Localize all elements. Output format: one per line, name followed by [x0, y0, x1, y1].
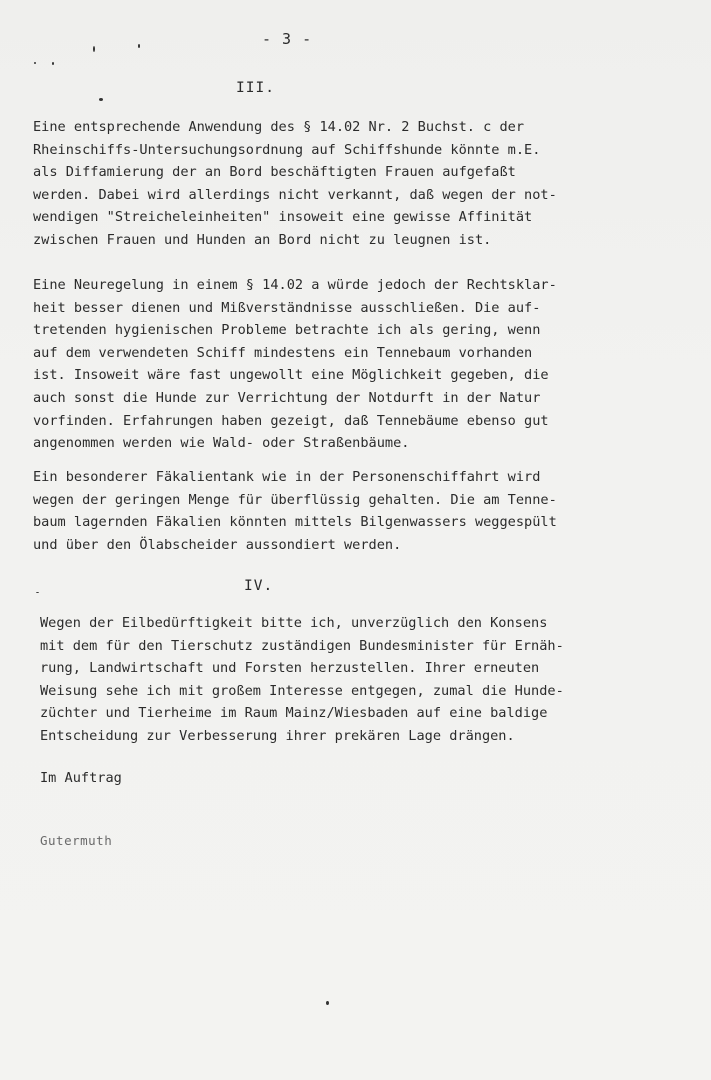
- paragraph-1-line: als Diffamierung der an Bord beschäftigten Frauen aufgefaßt: [33, 164, 516, 181]
- paragraph-4-line: rung, Landwirtschaft und Forsten herzustellen. Ihrer erneuten: [40, 660, 540, 677]
- scan-speck: [34, 62, 36, 64]
- scan-speck: [326, 1001, 329, 1005]
- paragraph-3-line: und über den Ölabscheider aussondiert werden.: [33, 536, 402, 553]
- scan-speck: [52, 62, 54, 65]
- section-three-heading: III.: [236, 80, 275, 96]
- paragraph-1-line: Eine entsprechende Anwendung des § 14.02 Nr. 2 Buchst. c der: [33, 119, 525, 135]
- paragraph-2-line: tretenden hygienischen Probleme betrachte ich als gering, wenn: [33, 322, 541, 339]
- scan-speck: [93, 46, 95, 52]
- paragraph-3-line: wegen der geringen Menge für überflüssig gehalten. Die am Tenne-: [33, 491, 557, 508]
- paragraph-4-line: züchter und Tierheime im Raum Mainz/Wiesbaden auf eine baldige: [40, 705, 548, 722]
- paragraph-2: [33, 274, 673, 455]
- paragraph-4: [40, 612, 680, 748]
- paragraph-2-line: auch sonst die Hunde zur Verrichtung der Notdurft in der Natur: [33, 389, 541, 406]
- page-number: - 3 -: [262, 30, 313, 48]
- paragraph-3-line: baum lagernden Fäkalien könnten mittels Bilgenwassers weggespült: [33, 514, 557, 531]
- paragraph-1-line: werden. Dabei wird allerdings nicht verkannt, daß wegen der not-: [33, 186, 557, 203]
- paragraph-1-line: zwischen Frauen und Hunden an Bord nicht zu leugnen ist.: [33, 231, 492, 248]
- paragraph-4-line: mit dem für den Tierschutz zuständigen Bundesminister für Ernäh-: [40, 637, 564, 654]
- paragraph-1: [33, 116, 673, 252]
- paragraph-4-line: Weisung sehe ich mit großem Interesse entgegen, zumal die Hunde-: [40, 682, 564, 699]
- scan-speck: [99, 98, 103, 101]
- paragraph-2-line: heit besser dienen und Mißverständnisse ausschließen. Die auf-: [33, 299, 541, 316]
- scan-speck: [138, 44, 140, 48]
- paragraph-4-line: Wegen der Eilbedürftigkeit bitte ich, unverzüglich den Konsens: [40, 615, 548, 631]
- paragraph-1-line: Rheinschiffs-Untersuchungsordnung auf Schiffshunde könnte m.E.: [33, 141, 541, 158]
- paragraph-3: [33, 466, 673, 556]
- signature-name: Gutermuth: [40, 833, 113, 848]
- paragraph-2-line: Eine Neuregelung in einem § 14.02 a würde jedoch der Rechtsklar-: [33, 277, 557, 293]
- paragraph-2-line: angenommen werden wie Wald- oder Straßenbäume.: [33, 435, 410, 452]
- closing-phrase: Im Auftrag: [40, 770, 122, 786]
- paragraph-2-line: vorfinden. Erfahrungen haben gezeigt, daß Tennebäume ebenso gut: [33, 412, 549, 429]
- paragraph-4-line: Entscheidung zur Verbesserung ihrer prekären Lage drängen.: [40, 727, 515, 744]
- paragraph-2-line: auf dem verwendeten Schiff mindestens ein Tennebaum vorhanden: [33, 344, 533, 361]
- scan-speck: [36, 592, 39, 593]
- paragraph-2-line: ist. Insoweit wäre fast ungewollt eine Möglichkeit gegeben, die: [33, 367, 549, 384]
- paragraph-3-line: Ein besonderer Fäkalientank wie in der Personenschiffahrt wird: [33, 469, 541, 485]
- section-four-heading: IV.: [244, 578, 274, 594]
- paragraph-1-line: wendigen "Streicheleinheiten" insoweit eine gewisse Affinität: [33, 209, 533, 226]
